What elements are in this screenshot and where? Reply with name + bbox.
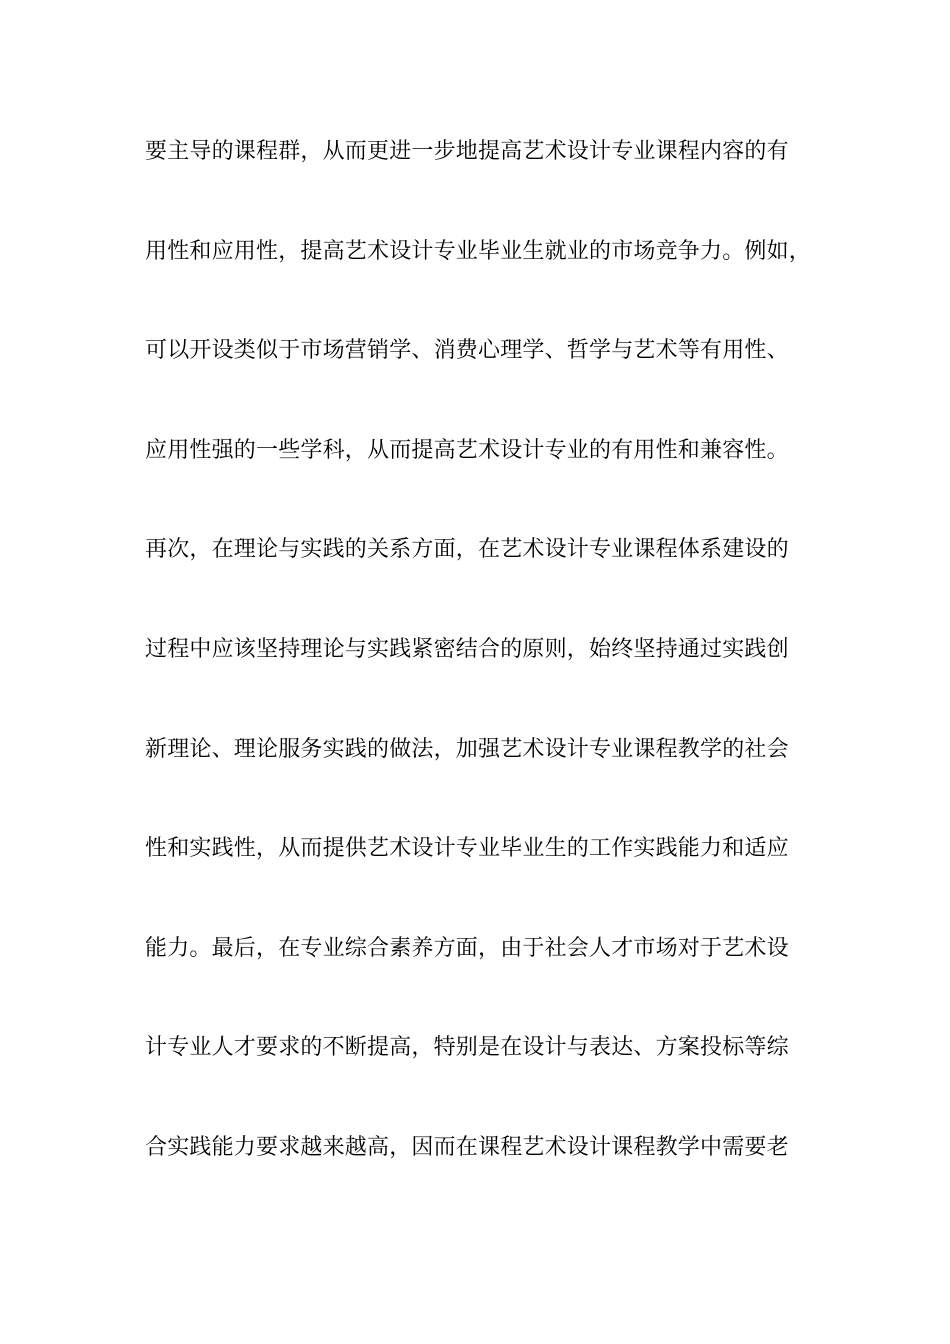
text-line-1: 要主导的课程群，从而更进一步地提高艺术设计专业课程内容的有 <box>145 139 789 164</box>
text-line-11: 合实践能力要求越来越高，因而在课程艺术设计课程教学中需要老 <box>145 1134 789 1160</box>
text-line-5: 再次，在理论与实践的关系方面，在艺术设计专业课程体系建设的 <box>145 537 789 563</box>
text-line-6: 过程中应该坚持理论与实践紧密结合的原则，始终坚持通过实践创 <box>145 636 789 662</box>
text-line-7: 新理论、理论服务实践的做法，加强艺术设计专业课程教学的社会 <box>145 736 789 762</box>
text-line-4: 应用性强的一些学科，从而提高艺术设计专业的有用性和兼容性。 <box>145 437 789 463</box>
text-line-10: 计专业人才要求的不断提高，特别是在设计与表达、方案投标等综 <box>145 1035 789 1061</box>
text-line-2: 用性和应用性，提高艺术设计专业毕业生就业的市场竞争力。例如， <box>145 238 812 264</box>
text-line-8: 性和实践性，从而提供艺术设计专业毕业生的工作实践能力和适应 <box>145 836 789 862</box>
text-line-3: 可以开设类似于市场营销学、消费心理学、哲学与艺术等有用性、 <box>145 338 789 364</box>
text-line-9: 能力。最后，在专业综合素养方面，由于社会人才市场对于艺术设 <box>145 935 789 961</box>
body-text <box>145 134 810 1230</box>
